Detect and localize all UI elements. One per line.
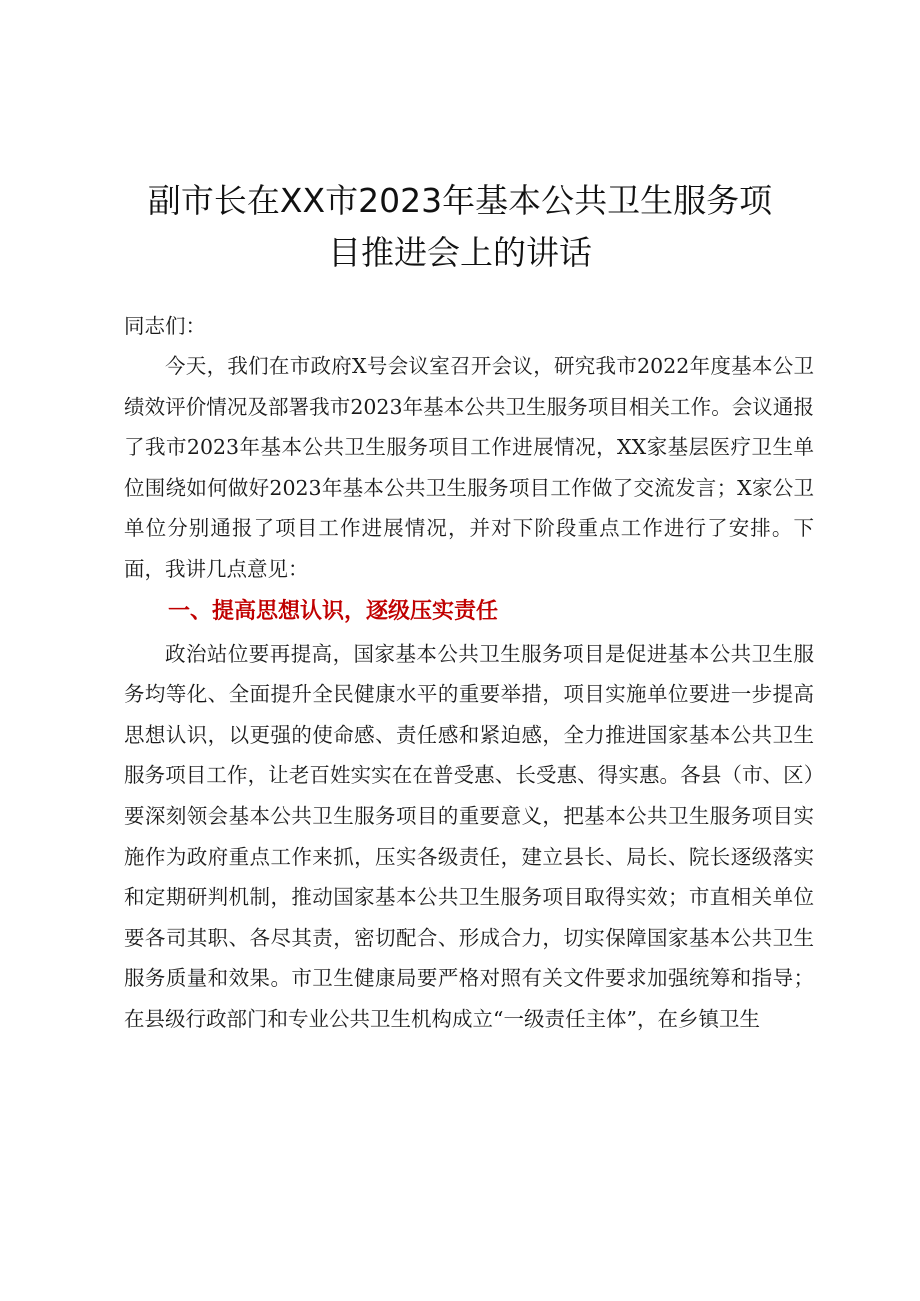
opening-paragraph: 今天，我们在市政府X号会议室召开会议，研究我市2022年度基本公卫绩效评价情况及部署我市2023年基本公共卫生服务项目相关工作。会议通报了我市2023年基本公共卫生服务项目工作进展情况，XX家基层医疗卫生单位围绕如何做好2023年基本公共卫生服务项目工作做了交流发言；X家公卫单位分别通报了项目工作进展情况，并对下阶段重点工作进行了安排。下面，我讲几点意见：: [124, 354, 814, 581]
section-1-paragraph: 政治站位要再提高，国家基本公共卫生服务项目是促进基本公共卫生服务均等化、全面提升全民健康水平的重要举措，项目实施单位要进一步提高思想认识，以更强的使命感、责任感和紧迫感，全力推进国家基本公共卫生服务项目工作，让老百姓实实在在普受惠、长受惠、得实惠。各县（市、区）要深刻领会基本公共卫生服务项目的重要意义，把基本公共卫生服务项目实施作为政府重点工作来抓，压实各级责任，建立县长、局长、院长逐级落实和定期研判机制，推动国家基本公共卫生服务项目取得实效；市直相关单位要各司其职、各尽其责，密切配合、形成合力，切实保障国家基本公共卫生服务质量和效果。市卫生健康局要严格对照有关文件要求加强统筹和指导；在县级行政部门和专业公共卫生机构成立“一级责任主体”，在乡镇卫生: [124, 641, 814, 1031]
document-title: [120, 175, 800, 279]
title-line-2: 目推进会上的讲话: [328, 233, 592, 272]
salutation: 同志们：: [124, 314, 206, 338]
title-line-1: 副市长在XX市2023年基本公共卫生服务项: [147, 181, 773, 220]
section-heading-1: 一、提高思想认识，逐级压实责任: [168, 598, 499, 624]
document-body: [124, 306, 814, 1040]
